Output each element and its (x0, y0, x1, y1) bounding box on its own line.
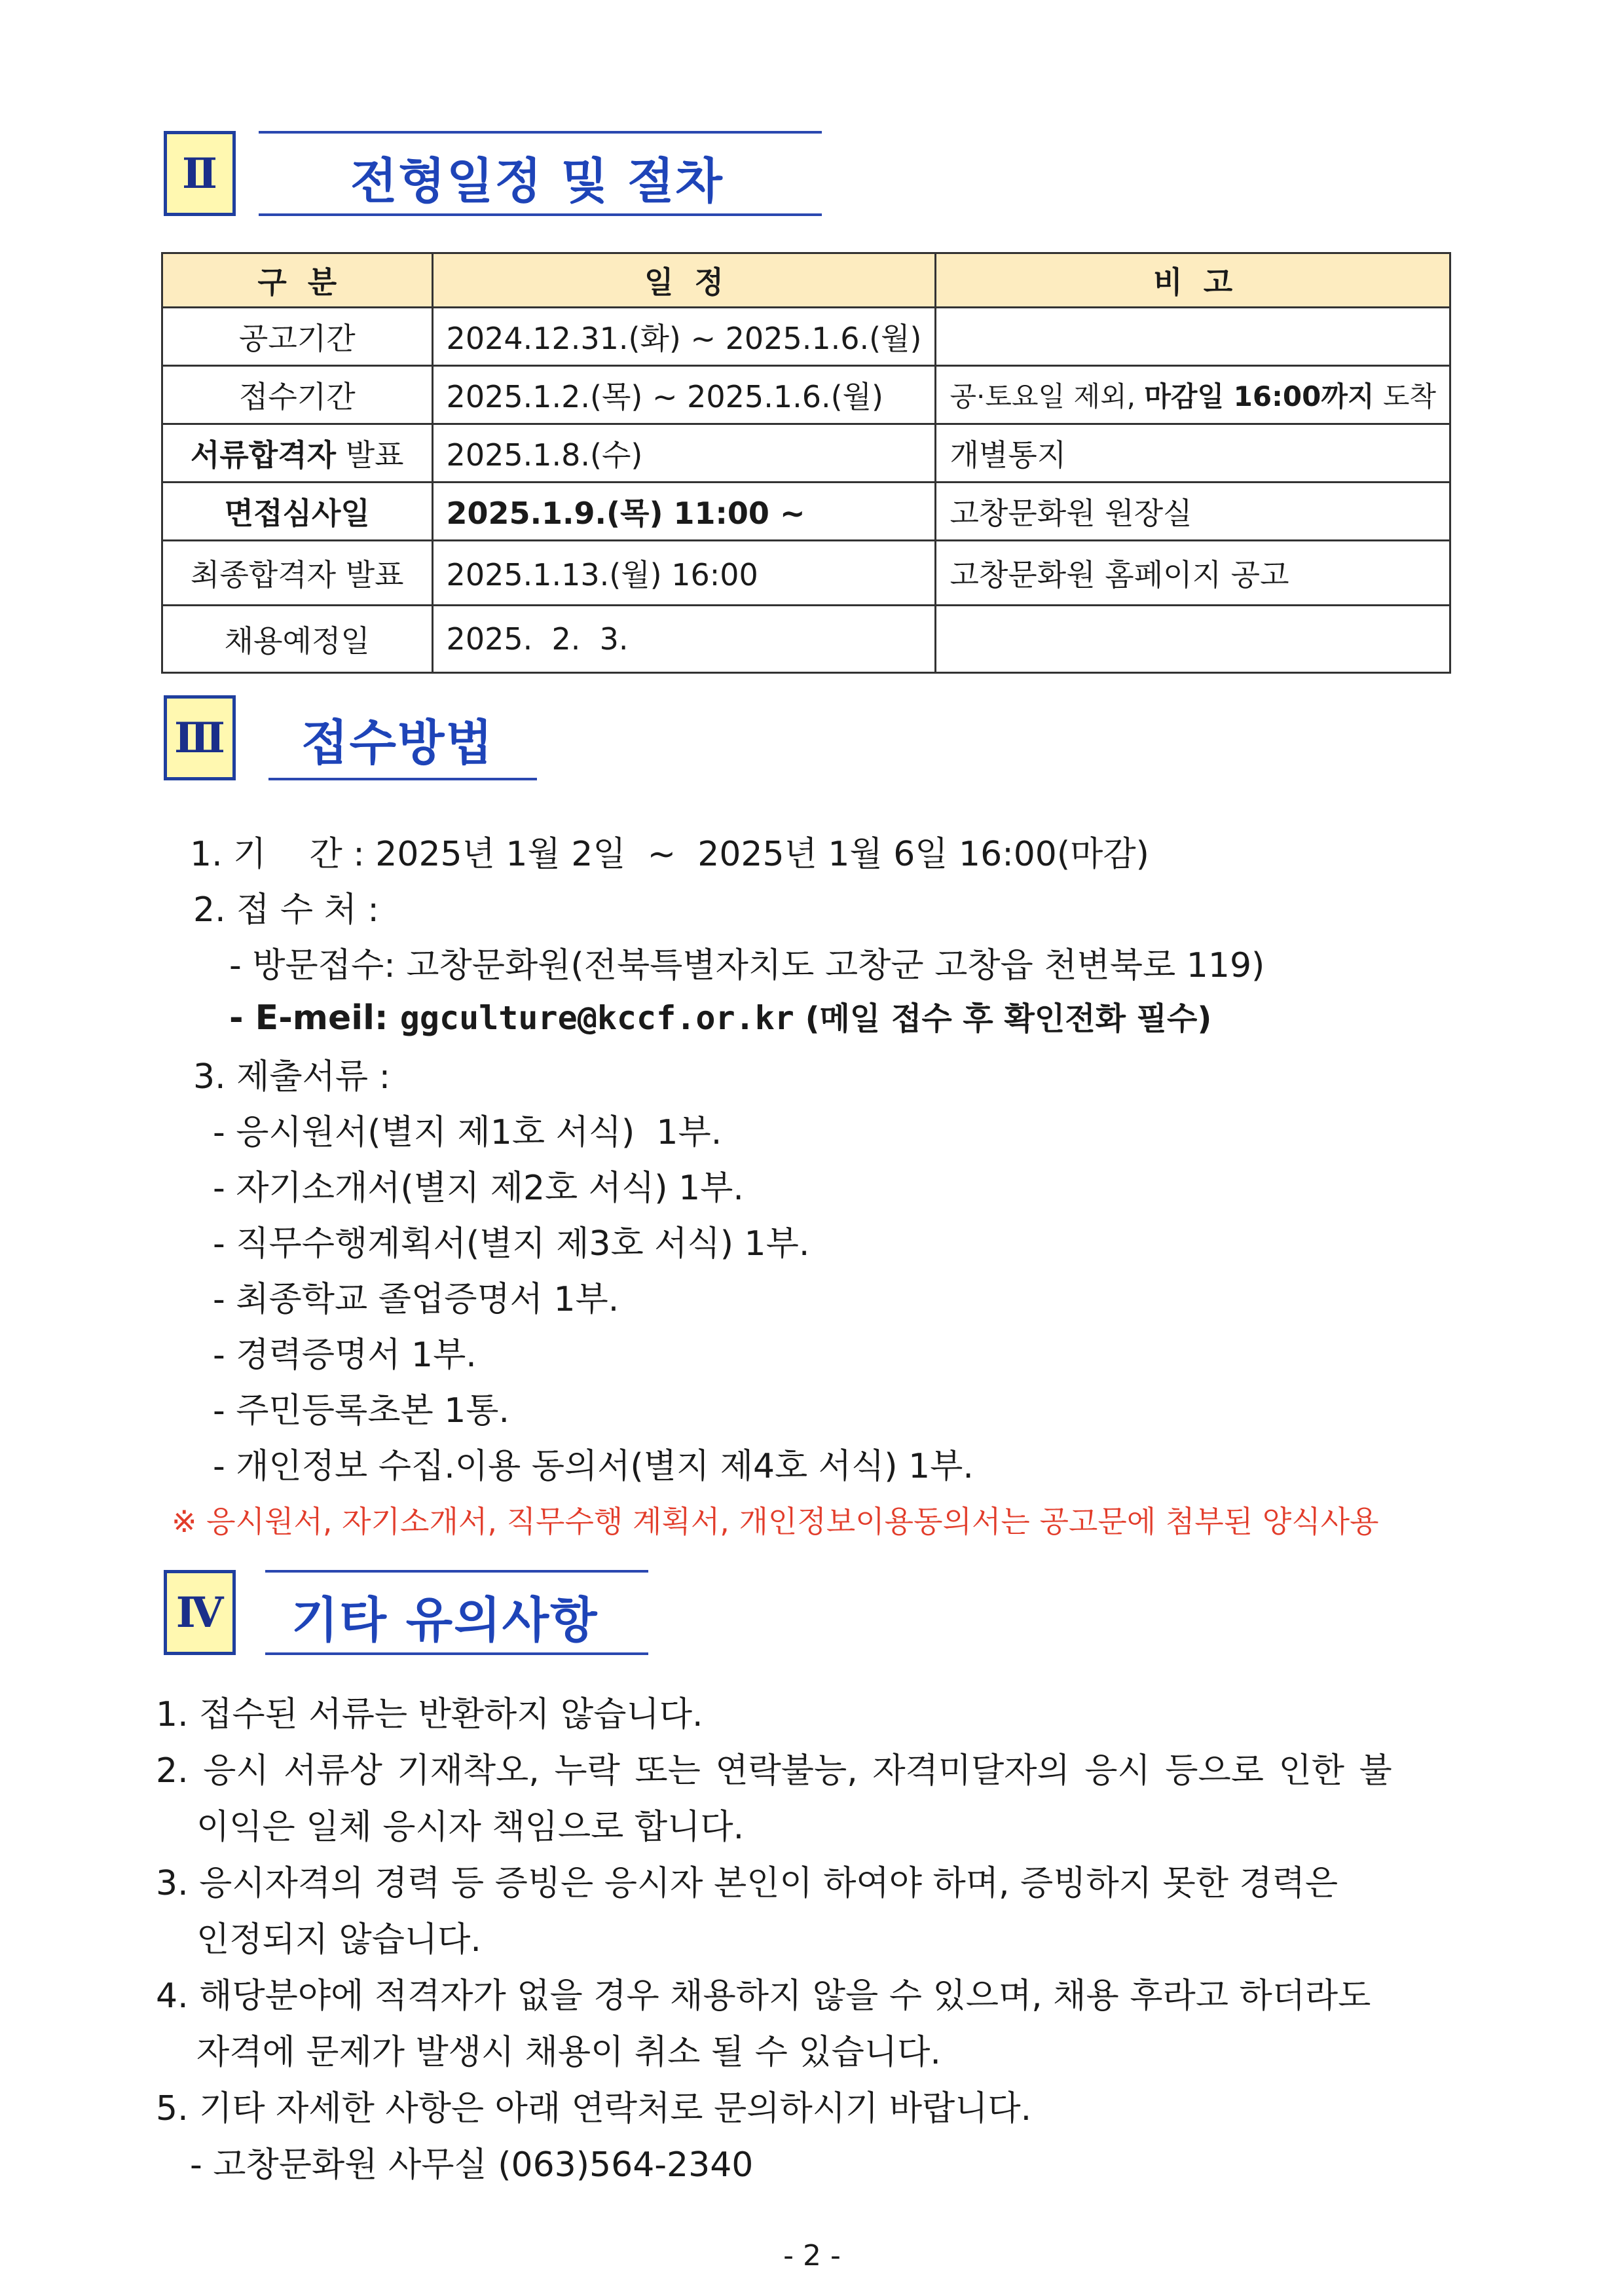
visit-line: - 방문접수: 고창문화원(전북특별자치도 고창군 고창읍 천변북로 119) (229, 946, 1265, 985)
table-row (162, 606, 1450, 673)
notice-line: 인정되지 않습니다. (196, 1920, 481, 1959)
section3-title: 접수방법 (301, 715, 494, 771)
section4-roman: Ⅳ (164, 1570, 236, 1655)
section3-title-frame (268, 695, 537, 780)
doc-item: - 주민등록초본 1통. (213, 1391, 510, 1430)
row-note (936, 606, 1450, 673)
row-label: 최종합격자 발표 (162, 541, 433, 606)
notice-line: 자격에 문제가 발생시 채용이 취소 될 수 있습니다. (196, 2033, 941, 2072)
row-note (936, 308, 1450, 366)
period-line: 1. 기 간 : 2025년 1월 2일 ~ 2025년 1월 6일 16:00(마감) (190, 835, 1149, 874)
email-line: - E-meil: ggculture@kccf.or.kr (메일 접수 후 확인전화 필수) (229, 998, 1212, 1038)
row-label: 접수기간 (162, 366, 433, 424)
row-schedule: 2025.1.9.(목) 11:00 ~ (432, 483, 936, 541)
doc-item: - 응시원서(별지 제1호 서식) 1부. (213, 1113, 722, 1152)
notice-line: 2. 응시 서류상 기재착오, 누락 또는 연락불능, 자격미달자의 응시 등으로 인한 불 (156, 1751, 1392, 1791)
table-row (162, 541, 1450, 606)
section4-title-frame (265, 1570, 648, 1655)
notice-line: 4. 해당분야에 적격자가 없을 경우 채용하지 않을 수 있으며, 채용 후라고 하더라도 (156, 1977, 1371, 2016)
notice-line: 1. 접수된 서류는 반환하지 않습니다. (156, 1695, 703, 1734)
email-address[interactable]: ggculture@kccf.or.kr (399, 999, 794, 1037)
form-notice: ※ 응시원서, 자기소개서, 직무수행 계획서, 개인정보이용동의서는 공고문에 첨부된 양식사용 (172, 1504, 1379, 1539)
section4-title: 기타 유의사항 (291, 1592, 599, 1649)
place-line: 2. 접 수 처 : (193, 890, 379, 930)
table-row (162, 366, 1450, 424)
row-label: 공고기간 (162, 308, 433, 366)
row-note: 고창문화원 원장실 (936, 483, 1450, 541)
row-note: 고창문화원 홈페이지 공고 (936, 541, 1450, 606)
doc-item: - 개인정보 수집.이용 동의서(별지 제4호 서식) 1부. (213, 1447, 974, 1486)
doc-item: - 최종학교 졸업증명서 1부. (213, 1280, 619, 1319)
row-schedule: 2025. 2. 3. (432, 606, 936, 673)
notice-line: - 고창문화원 사무실 (063)564-2340 (190, 2145, 754, 2185)
row-note: 개별통지 (936, 424, 1450, 483)
row-note: 공·토요일 제외, 마감일 16:00까지 도착 (936, 366, 1450, 424)
doc-item: - 경력증명서 1부. (213, 1336, 477, 1375)
row-label: 채용예정일 (162, 606, 433, 673)
notice-line: 5. 기타 자세한 사항은 아래 연락처로 문의하시기 바랍니다. (156, 2089, 1032, 2128)
table-row (162, 308, 1450, 366)
doc-item: - 직무수행계획서(별지 제3호 서식) 1부. (213, 1224, 810, 1264)
notice-line: 이익은 일체 응시자 책임으로 합니다. (196, 1808, 745, 1847)
table-header-row (162, 253, 1450, 308)
row-label: 서류합격자 발표 (162, 424, 433, 483)
row-schedule: 2025.1.13.(월) 16:00 (432, 541, 936, 606)
header-remarks: 비 고 (936, 253, 1450, 308)
header-schedule: 일 정 (432, 253, 936, 308)
doc-item: - 자기소개서(별지 제2호 서식) 1부. (213, 1169, 744, 1208)
section2-title-frame (259, 131, 822, 216)
notice-line: 3. 응시자격의 경력 등 증빙은 응시자 본인이 하여야 하며, 증빙하지 못한 경력은 (156, 1864, 1338, 1903)
table-row (162, 424, 1450, 483)
page-number: - 2 - (783, 2239, 841, 2272)
section2-roman: Ⅱ (164, 131, 236, 216)
schedule-table (161, 252, 1451, 674)
row-schedule: 2025.1.2.(목) ~ 2025.1.6.(월) (432, 366, 936, 424)
row-schedule: 2025.1.8.(수) (432, 424, 936, 483)
row-schedule: 2024.12.31.(화) ~ 2025.1.6.(월) (432, 308, 936, 366)
header-category: 구 분 (162, 253, 433, 308)
section3-roman: Ⅲ (164, 695, 236, 780)
row-label: 면접심사일 (162, 483, 433, 541)
table-row (162, 483, 1450, 541)
section2-title: 전형일정 및 절차 (350, 153, 724, 210)
docs-title: 3. 제출서류 : (193, 1057, 391, 1097)
